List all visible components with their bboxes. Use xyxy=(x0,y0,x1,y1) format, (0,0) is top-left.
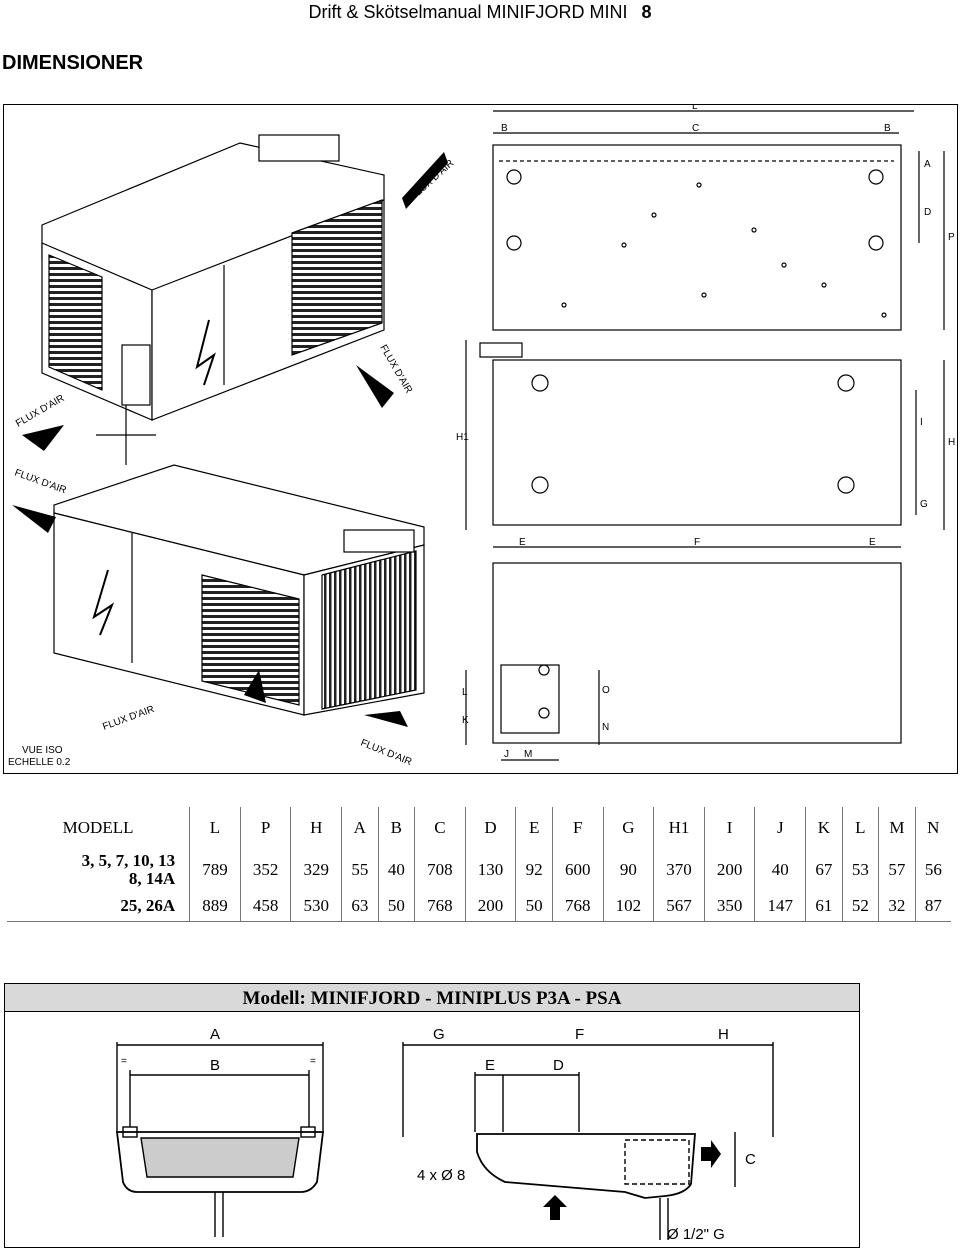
side-view xyxy=(466,340,944,547)
table-cell: 90 xyxy=(603,849,654,891)
col-header: MODELL xyxy=(7,807,190,849)
col-header: C xyxy=(415,807,466,849)
svg-text:G: G xyxy=(433,1026,445,1043)
table-cell: 200 xyxy=(704,849,755,891)
table-cell: 458 xyxy=(240,891,291,922)
table-cell: 147 xyxy=(755,891,806,922)
table-row xyxy=(7,849,951,891)
svg-text:C: C xyxy=(692,123,700,134)
col-header: I xyxy=(704,807,755,849)
manual-title: Drift & Skötselmanual MINIFJORD MINI xyxy=(308,2,628,22)
svg-text:D: D xyxy=(553,1057,564,1074)
svg-text:I: I xyxy=(920,417,923,428)
svg-text:B: B xyxy=(210,1057,221,1074)
svg-text:O: O xyxy=(602,685,610,696)
iso-unit-top xyxy=(42,135,384,465)
svg-text:H: H xyxy=(718,1026,729,1043)
col-header: D xyxy=(465,807,516,849)
svg-text:F: F xyxy=(694,537,701,548)
svg-text:FLUX D'AIR: FLUX D'AIR xyxy=(377,343,414,396)
svg-text:B: B xyxy=(884,123,891,134)
col-header: L xyxy=(842,807,879,849)
table-cell: 40 xyxy=(755,849,806,891)
table-cell: 52 xyxy=(842,891,879,922)
svg-text:H: H xyxy=(948,437,956,448)
table-cell: 352 xyxy=(240,849,291,891)
svg-text:E: E xyxy=(485,1057,496,1074)
svg-text:C: C xyxy=(745,1151,756,1168)
svg-text:FLUX D'AIR: FLUX D'AIR xyxy=(358,737,414,769)
table-cell: 708 xyxy=(415,849,466,891)
svg-text:N: N xyxy=(602,722,610,733)
svg-text:A: A xyxy=(210,1026,221,1043)
table-cell: 350 xyxy=(704,891,755,922)
col-header: A xyxy=(342,807,379,849)
table-cell: 50 xyxy=(516,891,553,922)
svg-text:J: J xyxy=(504,749,509,760)
svg-text:K: K xyxy=(462,715,469,726)
page-number: 8 xyxy=(641,2,652,22)
svg-text:FLUX D'AIR: FLUX D'AIR xyxy=(12,467,68,497)
svg-text:=: = xyxy=(121,1056,127,1067)
svg-text:B: B xyxy=(501,123,508,134)
table-cell: 87 xyxy=(915,891,951,922)
svg-text:L: L xyxy=(692,105,698,112)
section-title: DIMENSIONER xyxy=(2,52,144,74)
svg-text:FLUX D'AIR: FLUX D'AIR xyxy=(101,703,156,733)
table-cell: 768 xyxy=(552,891,603,922)
col-header: K xyxy=(806,807,843,849)
table-cell: 53 xyxy=(842,849,879,891)
iso-unit-bottom xyxy=(54,465,424,715)
table-cell: 56 xyxy=(915,849,951,891)
table-cell: 40 xyxy=(378,849,415,891)
table-cell: 63 xyxy=(342,891,379,922)
table-cell: 370 xyxy=(654,849,705,891)
col-header: H xyxy=(291,807,342,849)
svg-text:D: D xyxy=(924,207,932,218)
col-header: J xyxy=(755,807,806,849)
col-header: N xyxy=(915,807,951,849)
miniplus-drawing-box xyxy=(4,983,860,1248)
svg-text:E: E xyxy=(869,537,876,548)
table-header-row xyxy=(7,807,951,849)
table-cell: 50 xyxy=(378,891,415,922)
col-header: L xyxy=(190,807,241,849)
svg-text:M: M xyxy=(524,749,533,760)
svg-text:FLUX D'AIR: FLUX D'AIR xyxy=(14,393,67,430)
table-cell: 92 xyxy=(516,849,553,891)
svg-text:L: L xyxy=(462,687,468,698)
col-header: G xyxy=(603,807,654,849)
table-row xyxy=(7,891,951,922)
model-cell: 3, 5, 7, 10, 13 8, 14A xyxy=(7,849,190,891)
dimension-labels xyxy=(456,105,955,760)
table-cell: 600 xyxy=(552,849,603,891)
table-cell: 130 xyxy=(465,849,516,891)
table-cell: 57 xyxy=(879,849,916,891)
table-cell: 889 xyxy=(190,891,241,922)
svg-text:P: P xyxy=(948,232,955,243)
svg-text:4 x Ø 8: 4 x Ø 8 xyxy=(417,1167,466,1184)
table-cell: 67 xyxy=(806,849,843,891)
col-header: B xyxy=(378,807,415,849)
table-cell: 102 xyxy=(603,891,654,922)
table-cell: 61 xyxy=(806,891,843,922)
table-cell: 768 xyxy=(415,891,466,922)
col-header: E xyxy=(516,807,553,849)
svg-text:Ø 1/2" G: Ø 1/2" G xyxy=(667,1226,725,1243)
svg-text:E: E xyxy=(519,537,526,548)
table-cell: 329 xyxy=(291,849,342,891)
col-header: P xyxy=(240,807,291,849)
model-cell: 25, 26A xyxy=(7,891,190,922)
col-header: F xyxy=(552,807,603,849)
technical-drawing xyxy=(3,104,958,774)
svg-text:G: G xyxy=(920,499,928,510)
svg-text:F: F xyxy=(575,1026,585,1043)
scale-label: ECHELLE 0.2 xyxy=(8,757,71,768)
top-view xyxy=(493,111,944,330)
table-cell: 200 xyxy=(465,891,516,922)
table-cell: 32 xyxy=(879,891,916,922)
front-view xyxy=(466,563,901,760)
svg-text:=: = xyxy=(310,1056,316,1067)
page-header xyxy=(0,2,960,23)
svg-text:A: A xyxy=(924,159,931,170)
table-cell: 55 xyxy=(342,849,379,891)
col-header: M xyxy=(879,807,916,849)
miniplus-svg xyxy=(5,1012,859,1246)
iso-view-label: VUE ISO xyxy=(22,745,63,756)
dimension-table xyxy=(7,807,951,922)
col-header: H1 xyxy=(654,807,705,849)
model-caption: Modell: MINIFJORD - MINIPLUS P3A - PSA xyxy=(5,984,859,1012)
svg-text:FLUX D'AIR: FLUX D'AIR xyxy=(408,157,457,203)
right-tank-view xyxy=(403,1042,773,1240)
table-cell: 567 xyxy=(654,891,705,922)
drawing-svg xyxy=(4,105,957,773)
table-cell: 530 xyxy=(291,891,342,922)
table-cell: 789 xyxy=(190,849,241,891)
svg-text:H1: H1 xyxy=(456,432,469,443)
